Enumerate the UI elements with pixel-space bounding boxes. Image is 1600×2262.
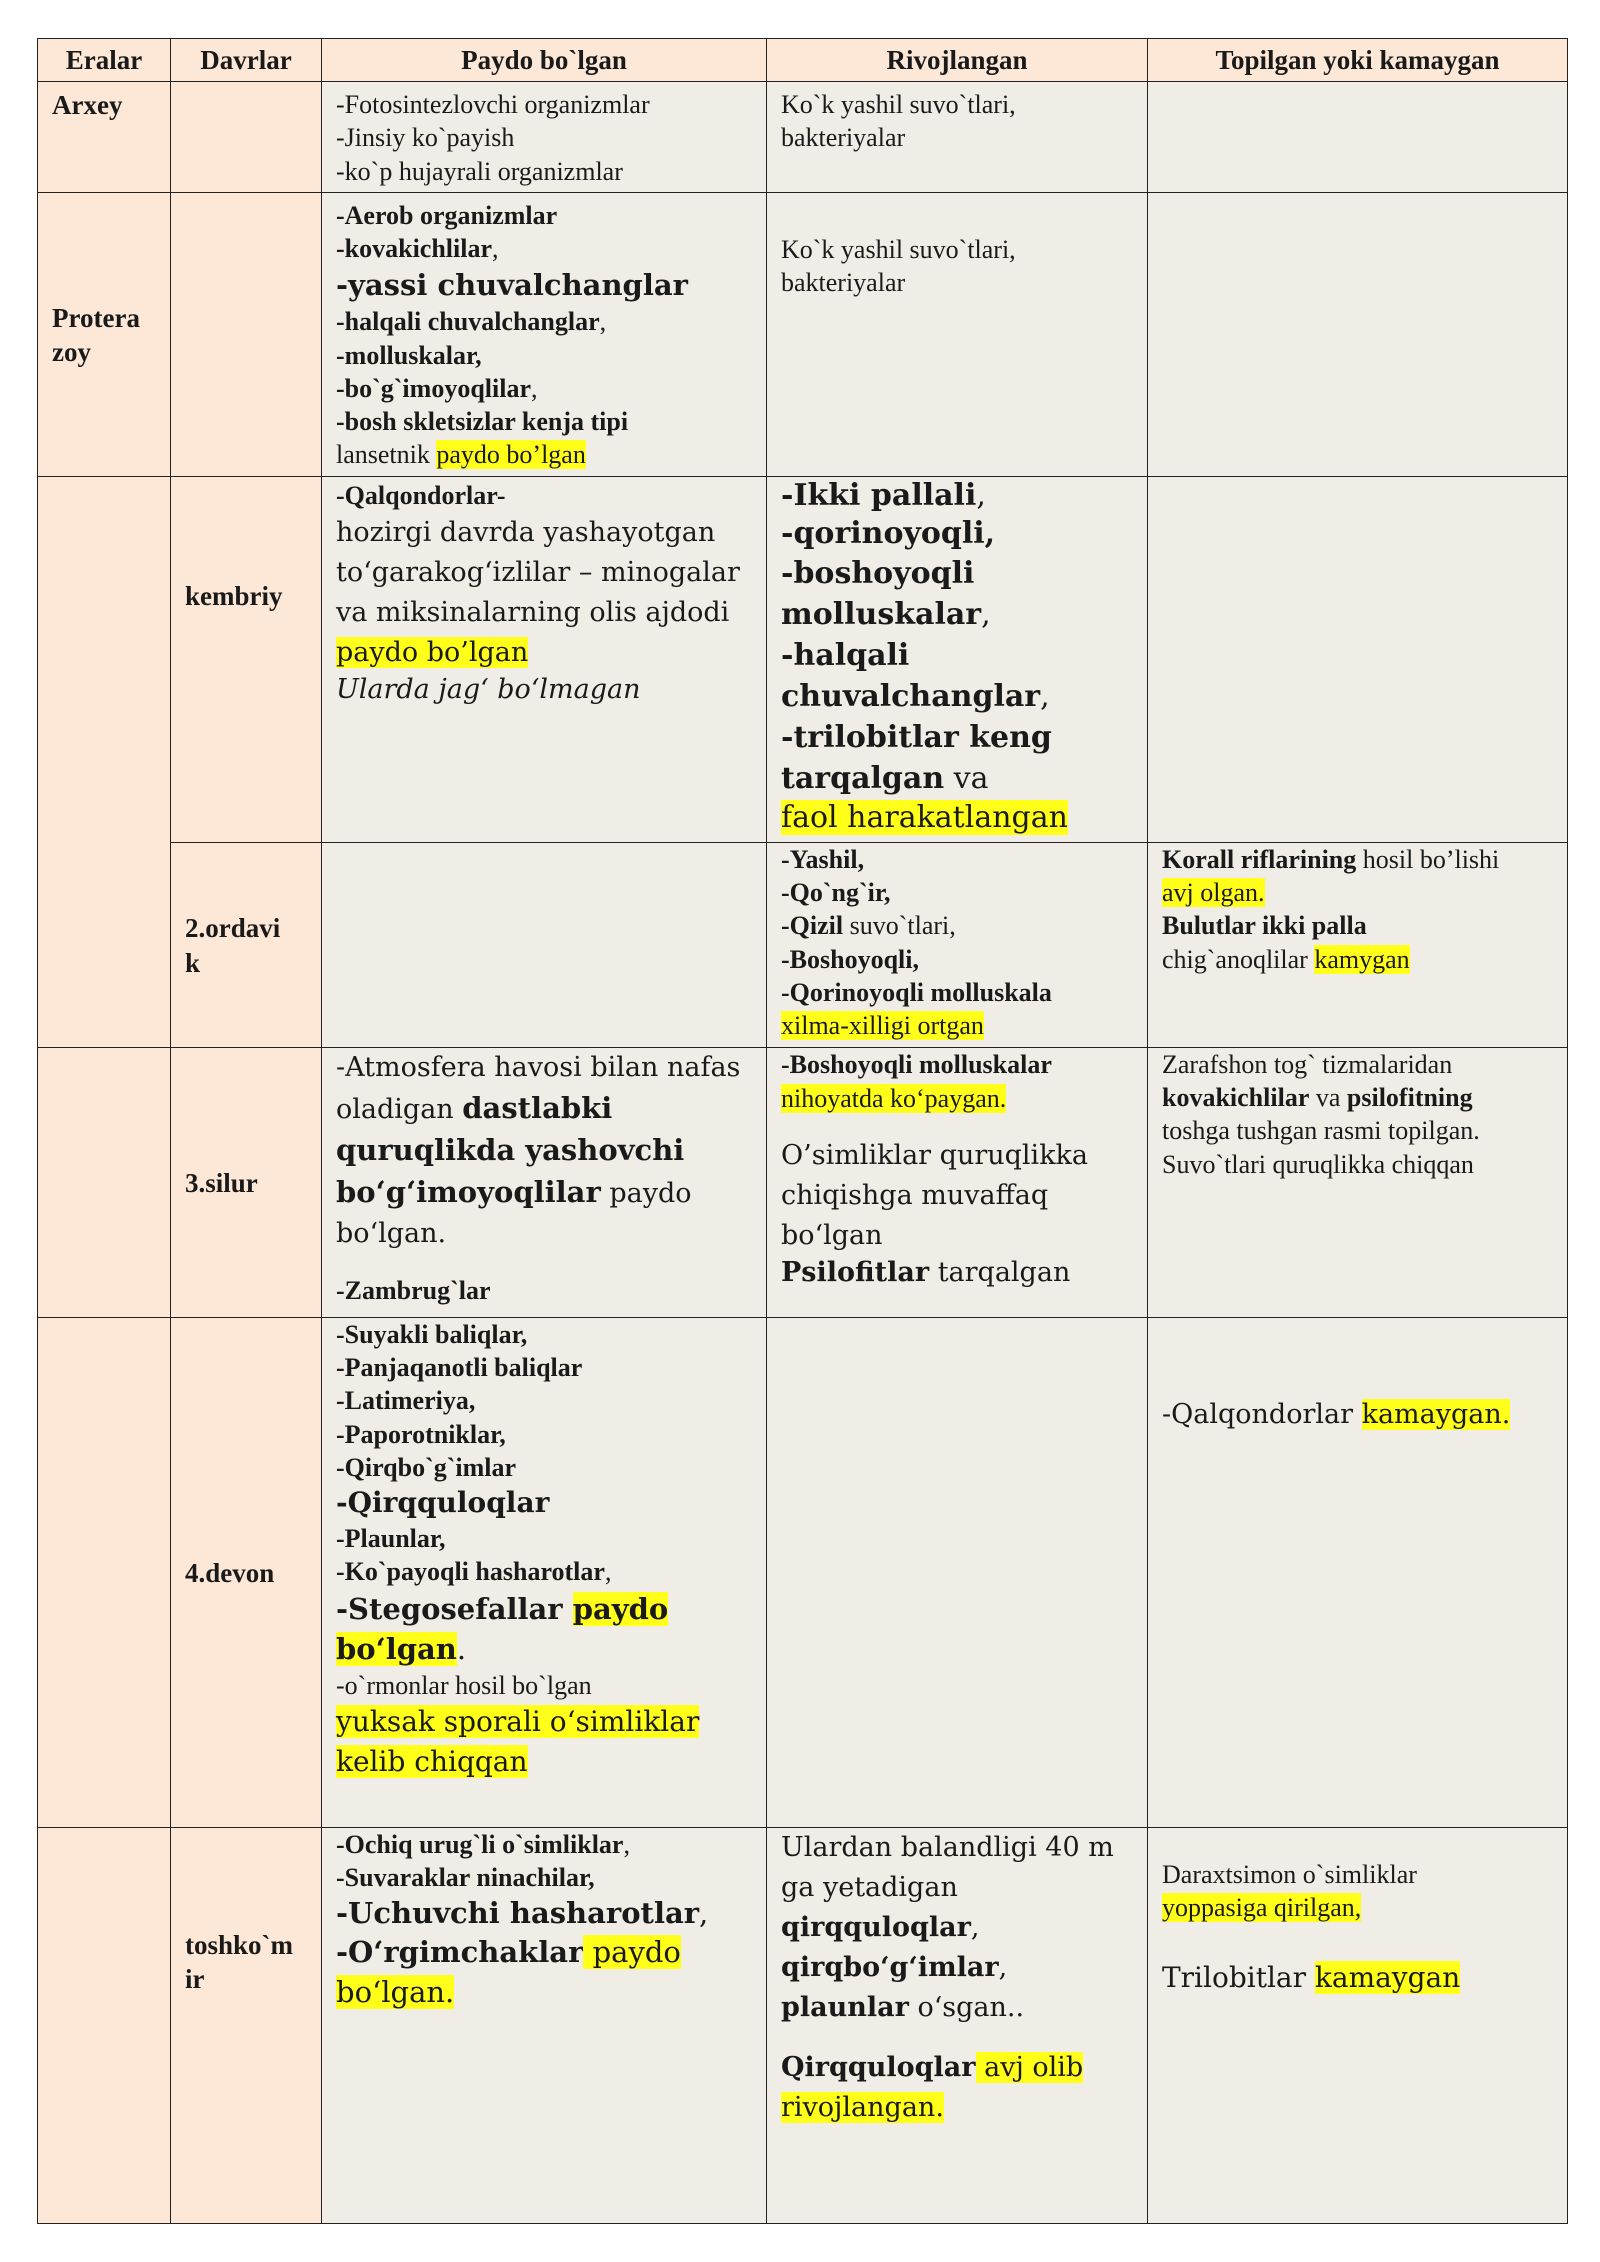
punct: , (976, 477, 986, 513)
body-text: hosil bo’lishi (1356, 844, 1500, 874)
highlighted-text: kamaygan (1314, 1961, 1461, 1995)
highlighted-text: paydo bo‘lgan (336, 1591, 669, 1666)
row-ordovik (38, 842, 1568, 1047)
punct: , (604, 1557, 612, 1587)
list-item: -ko`p hujayrali organizmlar (336, 156, 623, 186)
list-item: bakteriyalar (781, 123, 906, 153)
punct: , (970, 1911, 980, 1943)
body-text: Daraxtsimon o`simliklar (1162, 1859, 1417, 1889)
geologic-eras-table (37, 38, 1568, 2224)
found-cell-arxey (1148, 82, 1568, 193)
list-item: lansetnik (336, 440, 437, 470)
document-page (37, 38, 1567, 2224)
list-item: -Suyakli baliqlar, (336, 1319, 528, 1349)
found-cell-toshkomir (1148, 1827, 1568, 2223)
list-item: -Panjaqanotli baliqlar (336, 1353, 583, 1383)
row-toshkomir (38, 1827, 1568, 2223)
era-cell-paleozoy (38, 476, 171, 1047)
list-item: -o`rmonlar hosil bo`lgan (336, 1670, 592, 1700)
row-proterozoy (38, 192, 1568, 476)
body-text: -Qalqondorlar (1162, 1398, 1362, 1430)
list-item: -bosh skletsizlar kenja tipi (336, 407, 629, 437)
highlighted-text: kamygan (1314, 944, 1410, 974)
period-name-cont: ir (185, 1964, 205, 1995)
italic-note: Ularda jag‘ bo‘lmagan (336, 673, 641, 705)
body-text: -Atmosfera havosi bilan nafas oladigan (336, 1051, 741, 1125)
list-item: -Plaunlar, (336, 1524, 446, 1554)
list-item: -Boshoyoqli molluskalar (781, 1049, 1052, 1079)
developed-cell-toshkomir (767, 1827, 1148, 2223)
punct: , (492, 234, 499, 264)
punct: , (623, 1829, 630, 1859)
highlighted-text: paydo bo‘lgan. (336, 1935, 681, 2010)
list-item: -Jinsiy ko`payish (336, 123, 515, 153)
list-item: -Qirqbo`g`imlar (336, 1452, 517, 1482)
bold-text: Psilofitlar (781, 1256, 930, 1288)
developed-cell-proterozoy (767, 192, 1148, 476)
list-item: -trilobitlar keng tarqalgan (781, 720, 1052, 797)
body-text: suvo`tlari, (843, 911, 956, 941)
list-item: -Stegosefallar (336, 1591, 573, 1626)
highlighted-text: xilma-xilligi ortgan (781, 1011, 984, 1041)
bold-text: plaunlar (781, 1991, 909, 2023)
list-item: -Suvaraklar ninachilar, (336, 1863, 595, 1893)
body-text: o‘sgan.. (908, 1991, 1025, 2023)
bold-text: Bulutlar ikki palla (1162, 911, 1367, 941)
era-cell-silur (38, 1047, 171, 1317)
punct: , (699, 1896, 709, 1931)
body-text: Ulardan balandligi 40 m ga yetadigan (781, 1831, 1114, 1903)
paragraph (336, 517, 740, 668)
highlighted-text: kamaygan. (1361, 1398, 1511, 1430)
highlighted-text: yoppasiga qirilgan, (1162, 1893, 1362, 1923)
appeared-cell-kembriy (322, 476, 767, 842)
list-item: -qorinoyoqli, (781, 516, 996, 552)
era-cell-arxey (38, 82, 171, 193)
list-item: Ko`k yashil suvo`tlari, (781, 90, 1016, 119)
appeared-cell-proterozoy (322, 192, 767, 476)
body-text: Zarafshon tog` tizmalaridan (1162, 1049, 1453, 1079)
bold-text: Korall riflarining (1162, 844, 1357, 874)
developed-cell-devon (767, 1317, 1148, 1827)
punct: , (599, 307, 607, 337)
paragraph: O’simliklar quruqlikka chiqishga muvaffaq bo‘lgan (781, 1139, 1089, 1251)
period-cell-toshkomir (171, 1827, 322, 2223)
bold-text: kovakichlilar (1162, 1083, 1310, 1113)
body-text: paydo bo‘lgan. (336, 1177, 692, 1249)
list-item: -Yashil, (781, 844, 865, 874)
row-silur (38, 1047, 1568, 1317)
body-text: va (944, 761, 989, 797)
developed-cell-arxey (767, 82, 1148, 193)
list-item: -Boshoyoqli, (781, 944, 919, 974)
body-text: tarqalgan (929, 1256, 1071, 1288)
found-cell-proterozoy (1148, 192, 1568, 476)
period-name-cont: k (185, 947, 201, 978)
list-item: -Fotosintezlovchi organizmlar (336, 90, 650, 119)
list-item: -boshoyoqli molluskalar (781, 556, 982, 633)
row-arxey (38, 82, 1568, 193)
period-cell-arxey (171, 82, 322, 193)
body-text: toshga tushgan rasmi topilgan. (1162, 1116, 1480, 1146)
list-item: -Qalqondorlar- (336, 480, 506, 510)
found-cell-kembriy (1148, 476, 1568, 842)
punct: , (981, 597, 991, 633)
era-name: Arxey (52, 90, 123, 120)
period-name: 3.silur (185, 1168, 258, 1199)
row-kembriy (38, 476, 1568, 842)
period-name: toshko`m (185, 1929, 294, 1960)
list-item: -O‘rgimchaklar (336, 1935, 584, 1970)
list-item: -kovakichlilar (336, 234, 493, 264)
list-item: Ko`k yashil suvo`tlari, (781, 234, 1016, 264)
period-cell-devon (171, 1317, 322, 1827)
era-cell-proterozoy (38, 192, 171, 476)
period-cell-silur (171, 1047, 322, 1317)
list-item: -bo`g`imoyoqlilar (336, 373, 531, 403)
era-cell-devon (38, 1317, 171, 1827)
bold-text: Qirqquloqlar (781, 2051, 976, 2083)
period-cell-kembriy (171, 476, 322, 842)
era-cell-toshkomir (38, 1827, 171, 2223)
list-item: -yassi chuvalchanglar (336, 268, 688, 303)
list-item: -Latimeriya, (336, 1386, 476, 1416)
list-item: -Ikki pallali (781, 477, 977, 513)
list-item: -Uchuvchi hasharotlar (336, 1896, 700, 1931)
list-item: -Paporotniklar, (336, 1419, 506, 1449)
highlighted-text: avj olib rivojlangan. (781, 2051, 1084, 2123)
appeared-cell-ordovik (322, 842, 767, 1047)
developed-cell-silur (767, 1047, 1148, 1317)
highlighted-text: yuksak sporali o‘simliklar kelib chiqqan (336, 1704, 700, 1778)
found-cell-silur (1148, 1047, 1568, 1317)
header-found-decreased: Topilgan yoki kamaygan (1148, 39, 1568, 82)
bold-text: psilofitning (1346, 1083, 1473, 1113)
bold-text: dastlabki quruqlikda yashovchi bo‘g‘imoyoqlilar (336, 1090, 685, 1209)
period-name: 4.devon (185, 1558, 275, 1589)
list-item: -halqali chuvalchanglar (781, 638, 1041, 715)
list-item: -Ochiq urug`li o`simliklar (336, 1829, 624, 1859)
body-text: chig`anoqlilar (1162, 944, 1315, 974)
list-item: -molluskalar, (336, 340, 482, 370)
list-item: -Zambrug`lar (336, 1275, 491, 1305)
period-cell-proterozoy (171, 192, 322, 476)
row-devon (38, 1317, 1568, 1827)
era-name-cont: zoy (52, 337, 91, 368)
list-item: -Qirqquloqlar (336, 1486, 550, 1520)
highlighted-text: avj olgan. (1162, 878, 1265, 908)
punct: , (531, 373, 538, 403)
header-era: Eralar (38, 39, 171, 82)
appeared-cell-arxey (322, 82, 767, 193)
appeared-cell-silur (322, 1047, 767, 1317)
punct: , (998, 1951, 1008, 1983)
period-name: kembriy (185, 580, 283, 611)
list-item: -Aerob organizmlar (336, 200, 558, 230)
header-developed: Rivojlangan (767, 39, 1148, 82)
developed-cell-kembriy (767, 476, 1148, 842)
body-text: hozirgi davrda yashayotgan to‘garakog‘izlilar – minogalar va miksinalarning olis ajdodi (336, 516, 740, 628)
body-text: Suvo`tlari quruqlikka chiqqan (1162, 1149, 1474, 1179)
body-text: Trilobitlar (1162, 1961, 1315, 1995)
period-name: 2.ordavi (185, 913, 281, 944)
list-item: -halqali chuvalchanglar (336, 307, 600, 337)
list-item: bakteriyalar (781, 268, 906, 298)
bold-text: qirqquloqlar (781, 1911, 971, 1943)
list-item: -Qo`ng`ir, (781, 878, 891, 908)
list-item: -Qizil (781, 911, 844, 941)
punct: , (1040, 679, 1050, 715)
header-row (38, 39, 1568, 82)
highlighted-text: faol harakatlangan (781, 800, 1068, 836)
found-cell-ordovik (1148, 842, 1568, 1047)
punct: . (456, 1631, 467, 1666)
developed-cell-ordovik (767, 842, 1148, 1047)
body-text: va (1309, 1083, 1347, 1113)
bold-text: qirqbo‘g‘imlar (781, 1951, 999, 1983)
header-period: Davrlar (171, 39, 322, 82)
appeared-cell-toshkomir (322, 1827, 767, 2223)
highlighted-text: paydo bo’lgan (336, 636, 529, 668)
appeared-cell-devon (322, 1317, 767, 1827)
header-appeared: Paydo bo`lgan (322, 39, 767, 82)
era-name: Protera (52, 302, 140, 333)
list-item: -Ko`payoqli hasharotlar (336, 1557, 605, 1587)
highlighted-text: paydo bo’lgan (436, 440, 586, 470)
highlighted-text: nihoyatda ko‘paygan. (781, 1083, 1007, 1113)
list-item: -Qorinoyoqli molluskala (781, 977, 1052, 1007)
period-cell-ordovik (171, 842, 322, 1047)
found-cell-devon (1148, 1317, 1568, 1827)
